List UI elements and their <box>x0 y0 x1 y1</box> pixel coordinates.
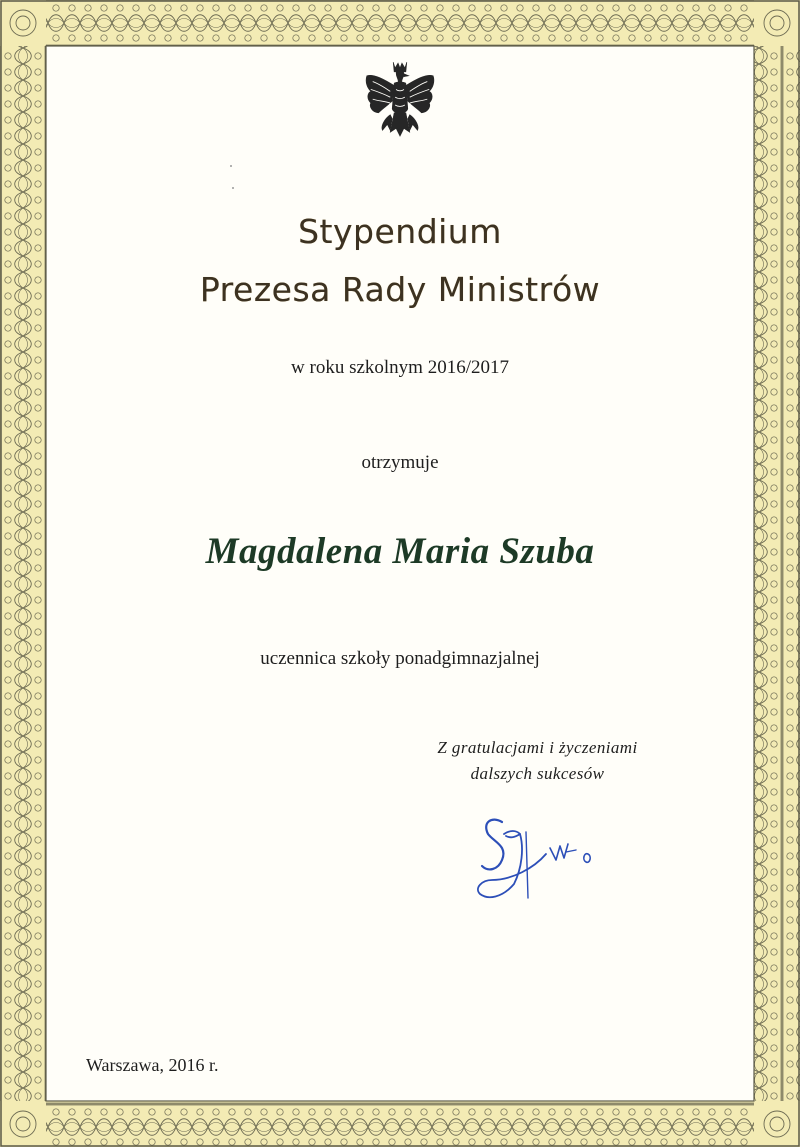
receives-text: otrzymuje <box>361 452 439 473</box>
print-speck <box>232 187 234 189</box>
recipient-name: Magdalena Maria Szuba <box>205 531 595 572</box>
print-speck <box>230 165 232 167</box>
congratulations-line-1: Z gratulacjami i życzeniami <box>437 738 638 757</box>
school-year-text: w roku szkolnym 2016/2017 <box>291 357 509 378</box>
place-and-date: Warszawa, 2016 r. <box>86 1055 219 1075</box>
handwritten-signature <box>452 808 652 908</box>
certificate-title-line-1: Stypendium <box>298 212 502 251</box>
congratulations-line-2: dalszych sukcesów <box>470 764 605 783</box>
recipient-role: uczennica szkoły ponadgimnazjalnej <box>260 648 540 669</box>
certificate-title-line-2: Prezesa Rady Ministrów <box>199 270 601 309</box>
polish-eagle-icon <box>361 58 439 150</box>
